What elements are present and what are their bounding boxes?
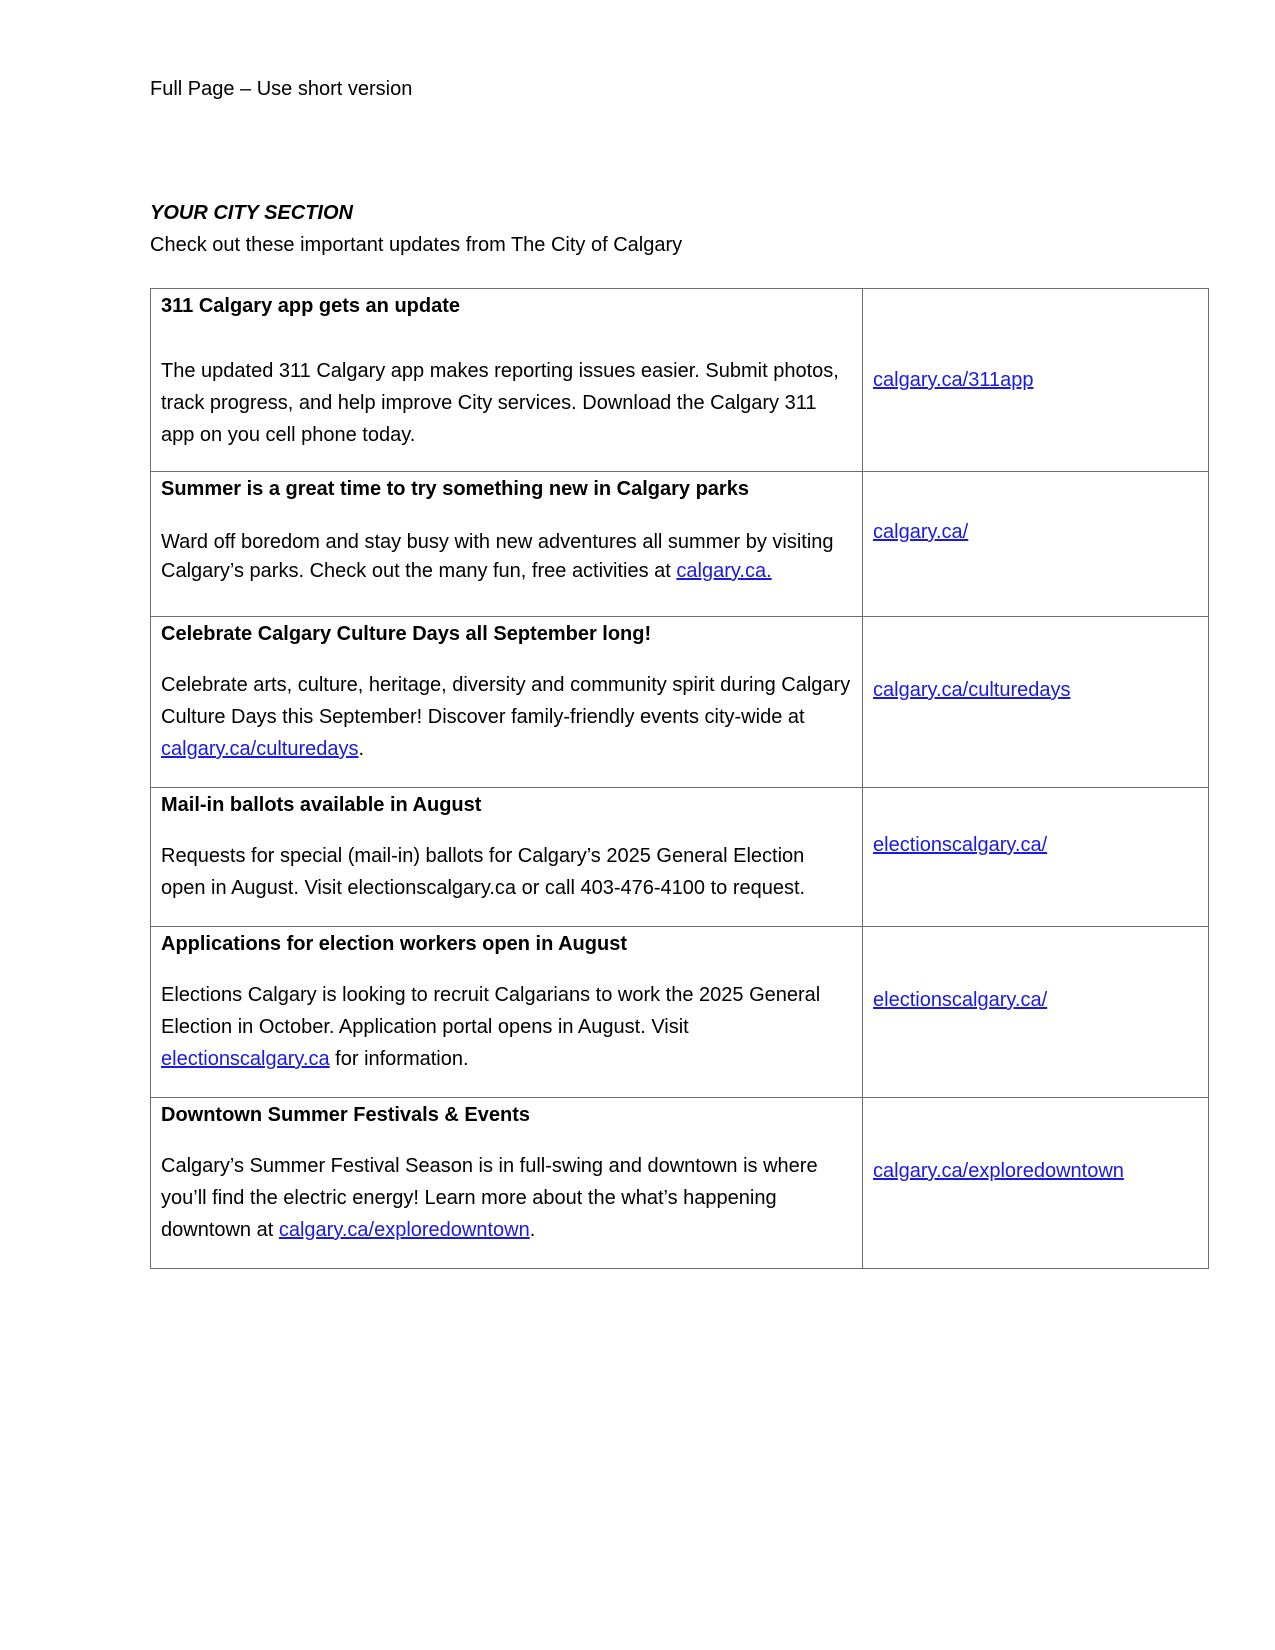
- link-cell: [863, 472, 1209, 617]
- update-title: Mail-in ballots available in August: [161, 794, 482, 816]
- update-body-text: Calgary’s Summer Festival Season is in full-swing and downtown is where you’ll find the electric energy! Learn more about the what’s happening downtown at: [161, 1155, 818, 1241]
- update-body-suffix: .: [529, 1219, 536, 1241]
- update-body-suffix: for information.: [329, 1048, 469, 1070]
- link-cell: [863, 617, 1209, 788]
- update-cell: [151, 788, 863, 927]
- table-row: [151, 788, 1209, 927]
- page-note: Full Page – Use short version: [150, 78, 413, 100]
- update-cell: [151, 927, 863, 1098]
- update-link[interactable]: calgary.ca/311app: [873, 369, 1034, 391]
- update-title: Summer is a great time to try something new in Calgary parks: [161, 478, 749, 500]
- link-cell: [863, 289, 1209, 472]
- update-body: [161, 1150, 852, 1246]
- update-cell: [151, 472, 863, 617]
- update-body: Requests for special (mail-in) ballots for Calgary’s 2025 General Election open in August. Visit electionscalgary.ca or call 403-476-4100 to request.: [161, 845, 806, 899]
- link-cell: [863, 927, 1209, 1098]
- table-row: [151, 289, 1209, 472]
- update-link[interactable]: calgary.ca/: [873, 521, 969, 543]
- inline-link[interactable]: calgary.ca.: [676, 560, 772, 582]
- link-cell: [863, 788, 1209, 927]
- update-title: Downtown Summer Festivals & Events: [161, 1104, 530, 1126]
- update-link[interactable]: calgary.ca/culturedays: [873, 679, 1071, 701]
- update-cell: [151, 1098, 863, 1269]
- update-body: [161, 528, 852, 586]
- updates-table: [150, 288, 1209, 1269]
- update-title: 311 Calgary app gets an update: [161, 295, 460, 317]
- update-body: The updated 311 Calgary app makes reporting issues easier. Submit photos, track progress, and help improve City services. Download the Calgary 311 app on you cell phone today.: [161, 360, 839, 446]
- table-row: [151, 1098, 1209, 1269]
- update-cell: [151, 617, 863, 788]
- inline-link[interactable]: calgary.ca/exploredowntown: [278, 1219, 530, 1241]
- update-body-text: Celebrate arts, culture, heritage, diversity and community spirit during Calgary Culture Days this September! Discover family-friendly events city-wide at: [161, 674, 851, 728]
- table-row: [151, 927, 1209, 1098]
- update-link[interactable]: calgary.ca/exploredowntown: [873, 1160, 1124, 1182]
- update-title: Celebrate Calgary Culture Days all September long!: [161, 623, 652, 645]
- update-cell: [151, 289, 863, 472]
- link-cell: [863, 1098, 1209, 1269]
- update-body: [161, 669, 852, 765]
- section-title: YOUR CITY SECTION: [150, 202, 353, 224]
- section-intro: Check out these important updates from The City of Calgary: [150, 234, 683, 256]
- update-body-text: Elections Calgary is looking to recruit Calgarians to work the 2025 General Election in October. Application portal opens in August. Visit: [161, 984, 821, 1038]
- update-link[interactable]: electionscalgary.ca/: [873, 989, 1048, 1011]
- table-row: [151, 472, 1209, 617]
- update-body-suffix: .: [358, 738, 365, 760]
- update-link[interactable]: electionscalgary.ca/: [873, 834, 1048, 856]
- update-title: Applications for election workers open in August: [161, 933, 627, 955]
- inline-link[interactable]: electionscalgary.ca: [161, 1048, 330, 1070]
- update-body: [161, 979, 852, 1075]
- update-body-text: Ward off boredom and stay busy with new adventures all summer by visiting Calgary’s parks. Check out the many fun, free activities at: [161, 531, 834, 582]
- inline-link[interactable]: calgary.ca/culturedays: [161, 738, 359, 760]
- table-row: [151, 617, 1209, 788]
